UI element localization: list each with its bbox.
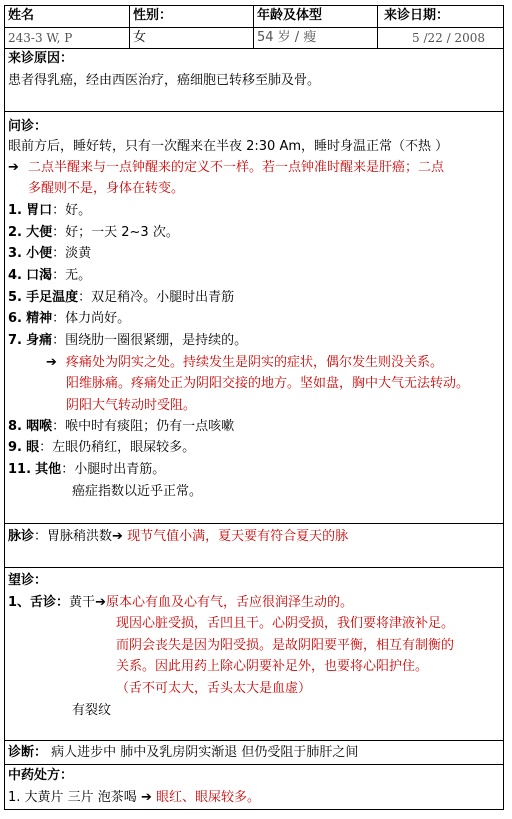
list-item [8,246,91,262]
inquiry-note-line-1: 二点半醒来与一点钟醒来的定义不一样。若一点钟准时醒来是肝癌；二点 [28,160,445,175]
observe-note-line-3: 而阴会丧失是因为阳受损。是故阴阳要平衡，相互有制衡的 [116,638,455,653]
item-number: 3. [8,246,22,261]
item-value: ：无。 [52,268,92,283]
table-border-right [503,5,504,810]
list-item [8,462,165,478]
age-value: 54 岁 / 瘦 [257,30,317,45]
item-label: 小便 [26,246,53,261]
item-number: 11. [8,462,32,477]
item-label: 精神 [26,311,53,326]
header-col-divider-3 [377,5,378,49]
item-value: ：围绕肋一圈很紧绷，是持续的。 [52,333,248,348]
item-number: 7. [8,333,22,348]
list-item [8,333,247,349]
item-value: ：左眼仍稍红，眼屎较多。 [39,440,196,455]
item-value: ：小腿时出青筋。 [61,462,166,477]
herbs-note: 眼红、眼屎较多。 [156,790,261,805]
list-item [8,203,91,219]
list-item [8,419,234,435]
list-item [8,225,179,241]
item-value: ：淡黄 [52,246,92,261]
inquiry-note-line-2: 多醒则不是，身体在转变。 [28,181,185,196]
inquiry-intro: 眼前方后，睡好转，只有一次醒来在半夜 2:30 Am，睡时身温正常（不热 ） [8,139,449,154]
diagnosis-row [8,745,358,761]
other-line-2: 癌症指数以近乎正常。 [72,484,203,499]
arrow-icon: ➔ [95,595,106,610]
item-number: 5. [8,290,22,305]
date-value: 5 /22 / 2008 [412,31,485,45]
item-number: 4. [8,268,22,283]
item-number: 8. [8,419,22,434]
header-col-divider-1 [129,5,130,49]
observe-title: 望诊： [8,573,48,588]
arrow-icon: ➔ [8,160,19,175]
diagnosis-label: 诊断： [8,745,48,760]
item-number: 9. [8,440,22,455]
item-label: 胃口 [26,203,53,218]
observe-note-line-2: 现因心脏受损，舌凹且干。心阴受损，我们要将津液补足。 [116,616,455,631]
item-label: 身痛 [26,333,53,348]
list-item [8,311,130,327]
reason-bottom-border [4,111,504,112]
header-bottom-border [4,48,504,49]
list-item [8,268,91,284]
pulse-label: 脉诊 [8,529,35,544]
pain-note-line-3: 阴阳大气转动时受阻。 [66,398,197,413]
inquiry-title: 问诊： [8,119,48,134]
name-label: 姓名 [8,8,35,23]
pulse-row [8,529,348,545]
item-label: 口渴 [26,268,53,283]
arrow-icon: ➔ [46,355,57,370]
gender-label: 性别： [133,8,173,23]
pulse-bottom-border [4,567,504,568]
name-value: 243-3 W, P [8,31,73,45]
tongue-crack: 有裂纹 [72,703,112,718]
pulse-note: 现节气值小满，夏天要有符合夏天的脉 [127,529,349,544]
date-label: 来诊日期： [384,8,450,23]
item-label: 大便 [26,225,53,240]
table-border-bottom [4,809,504,810]
list-item [8,290,234,306]
pulse-value: ：胃脉稍洪数 [34,529,113,544]
inquiry-bottom-border [4,523,504,524]
item-value: ：双足稍冷。小腿时出青筋 [78,290,235,305]
tongue-value: 黄干 [69,595,96,610]
item-label: 手足温度 [26,290,79,305]
item-number: 2. [8,225,22,240]
observe-note-line-4: 关系。因此用药上除心阴要补足外，也要将心阳护住。 [116,659,429,674]
list-item [8,440,195,456]
diagnosis-bottom-border [4,764,504,765]
observe-note-line-1: 原本心有血及心有气，舌应很润泽生动的。 [105,595,353,610]
tongue-label: 1、舌诊： [8,595,70,610]
item-value: ：体力尚好。 [52,311,131,326]
herbs-row [8,790,260,806]
reason-text: 患者得乳癌，经由西医治疗，癌细胞已转移至肺及骨。 [8,73,321,88]
herbs-title: 中药处方： [8,768,74,783]
item-value: ：好。 [52,203,92,218]
arrow-icon: ➔ [140,790,152,805]
tongue-row [8,595,353,611]
table-border-top [4,5,504,6]
header-row-divider [4,27,504,28]
item-label: 咽喉 [26,419,53,434]
observe-note-line-5: （舌不可太大，舌头太大是血虚） [116,681,312,696]
item-label: 其他 [35,462,62,477]
reason-title: 来诊原因： [8,51,74,66]
herbs-line: 1. 大黄片 三片 泡茶喝 [8,790,137,805]
pain-note-line-1: 疼痛处为阴实之处。持续发生是阴实的症状，偶尔发生则没关系。 [66,355,444,370]
arrow-icon: ➔ [112,529,123,544]
pain-note-line-2: 阳维脉痛。疼痛处正为阴阳交接的地方。坚如盘，胸中大气无法转动。 [66,376,470,391]
item-number: 6. [8,311,22,326]
item-value: ：好；一天 2~3 次。 [52,225,179,240]
item-number: 1. [8,203,22,218]
age-label: 年龄及体型 [257,8,323,23]
diagnosis-text: 病人进步中 肺中及乳房阴实渐退 但仍受阻于肺肝之间 [51,745,359,760]
table-border-left [4,5,5,810]
item-value: ：喉中时有痰阻；仍有一点咳嗽 [52,419,235,434]
item-label: 眼 [26,440,40,455]
gender-value: 女 [133,30,147,45]
header-col-divider-2 [253,5,254,49]
observe-bottom-border [4,740,504,741]
